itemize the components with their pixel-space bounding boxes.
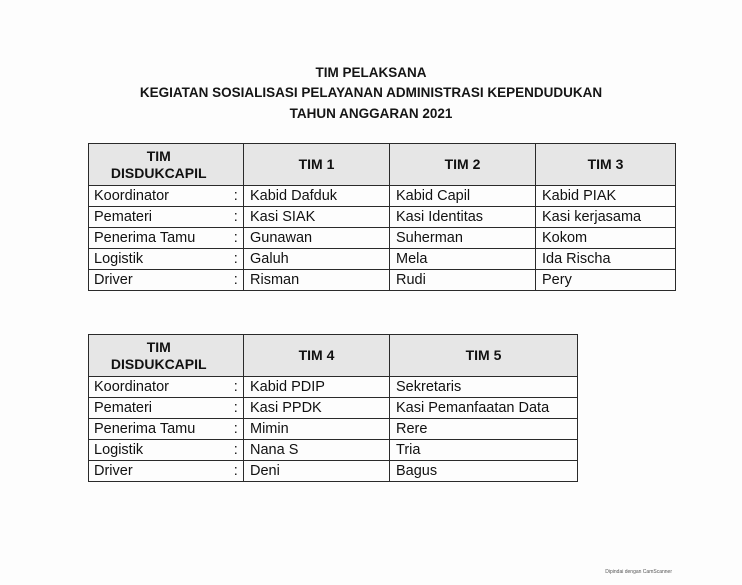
row-separator: : [229,377,244,398]
cell-value: Gunawan [244,228,390,249]
team-table-1 [88,143,676,291]
cell-value: Mela [390,249,536,270]
scanner-watermark: Dipindai dengan CamScanner [605,569,672,575]
colon-header-spacer [229,335,244,377]
cell-value: Nana S [244,440,390,461]
row-separator: : [229,270,244,291]
cell-value: Galuh [244,249,390,270]
cell-value: Tria [390,440,578,461]
corner-header [89,335,229,377]
cell-value: Deni [244,461,390,482]
table-row [89,461,578,482]
corner-header-line-2: DISDUKCAPIL [110,355,207,372]
row-label: Logistik [89,249,229,270]
row-label: Pemateri [89,398,229,419]
table-header-row [89,144,676,186]
row-separator: : [229,249,244,270]
row-separator: : [229,398,244,419]
heading-line-1: TIM PELAKSANA [315,65,427,80]
cell-value: Rudi [390,270,536,291]
cell-value: Kabid PDIP [244,377,390,398]
corner-header-line-2: DISDUKCAPIL [110,164,207,181]
cell-value: Ida Rischa [536,249,676,270]
column-header-tim2: TIM 2 [390,144,536,186]
row-label: Koordinator [89,186,229,207]
table-row [89,228,676,249]
table-row [89,207,676,228]
table-row [89,186,676,207]
heading-line-3: TAHUN ANGGARAN 2021 [289,106,453,121]
row-separator: : [229,186,244,207]
row-label: Logistik [89,440,229,461]
cell-value: Sekretaris [390,377,578,398]
cell-value: Kasi SIAK [244,207,390,228]
row-label: Penerima Tamu [89,419,229,440]
row-label: Pemateri [89,207,229,228]
cell-value: Rere [390,419,578,440]
column-header-tim4: TIM 4 [244,335,390,377]
table-row [89,398,578,419]
row-separator: : [229,207,244,228]
row-separator: : [229,419,244,440]
column-header-tim3: TIM 3 [536,144,676,186]
cell-value: Kabid Dafduk [244,186,390,207]
cell-value: Bagus [390,461,578,482]
row-label: Koordinator [89,377,229,398]
cell-value: Kasi PPDK [244,398,390,419]
table-row [89,440,578,461]
row-separator: : [229,228,244,249]
column-header-tim1: TIM 1 [244,144,390,186]
table-row [89,249,676,270]
table-header-row [89,335,578,377]
cell-value: Mimin [244,419,390,440]
cell-value: Pery [536,270,676,291]
cell-value: Kasi Identitas [390,207,536,228]
table-row [89,419,578,440]
row-label: Driver [89,461,229,482]
cell-value: Kabid Capil [390,186,536,207]
cell-value: Kasi Pemanfaatan Data [390,398,578,419]
team-table-2 [88,334,578,482]
row-label: Penerima Tamu [89,228,229,249]
column-header-tim5: TIM 5 [390,335,578,377]
cell-value: Suherman [390,228,536,249]
row-separator: : [229,461,244,482]
cell-value: Kabid PIAK [536,186,676,207]
row-separator: : [229,440,244,461]
colon-header-spacer [229,144,244,186]
row-label: Driver [89,270,229,291]
table-row [89,270,676,291]
table-row [89,377,578,398]
cell-value: Kokom [536,228,676,249]
corner-header-line-1: TIM [146,147,171,164]
cell-value: Kasi kerjasama [536,207,676,228]
heading-line-2: KEGIATAN SOSIALISASI PELAYANAN ADMINISTRASI KEPENDUDUKAN [139,85,603,100]
cell-value: Risman [244,270,390,291]
corner-header-line-1: TIM [146,338,171,355]
corner-header [89,144,229,186]
